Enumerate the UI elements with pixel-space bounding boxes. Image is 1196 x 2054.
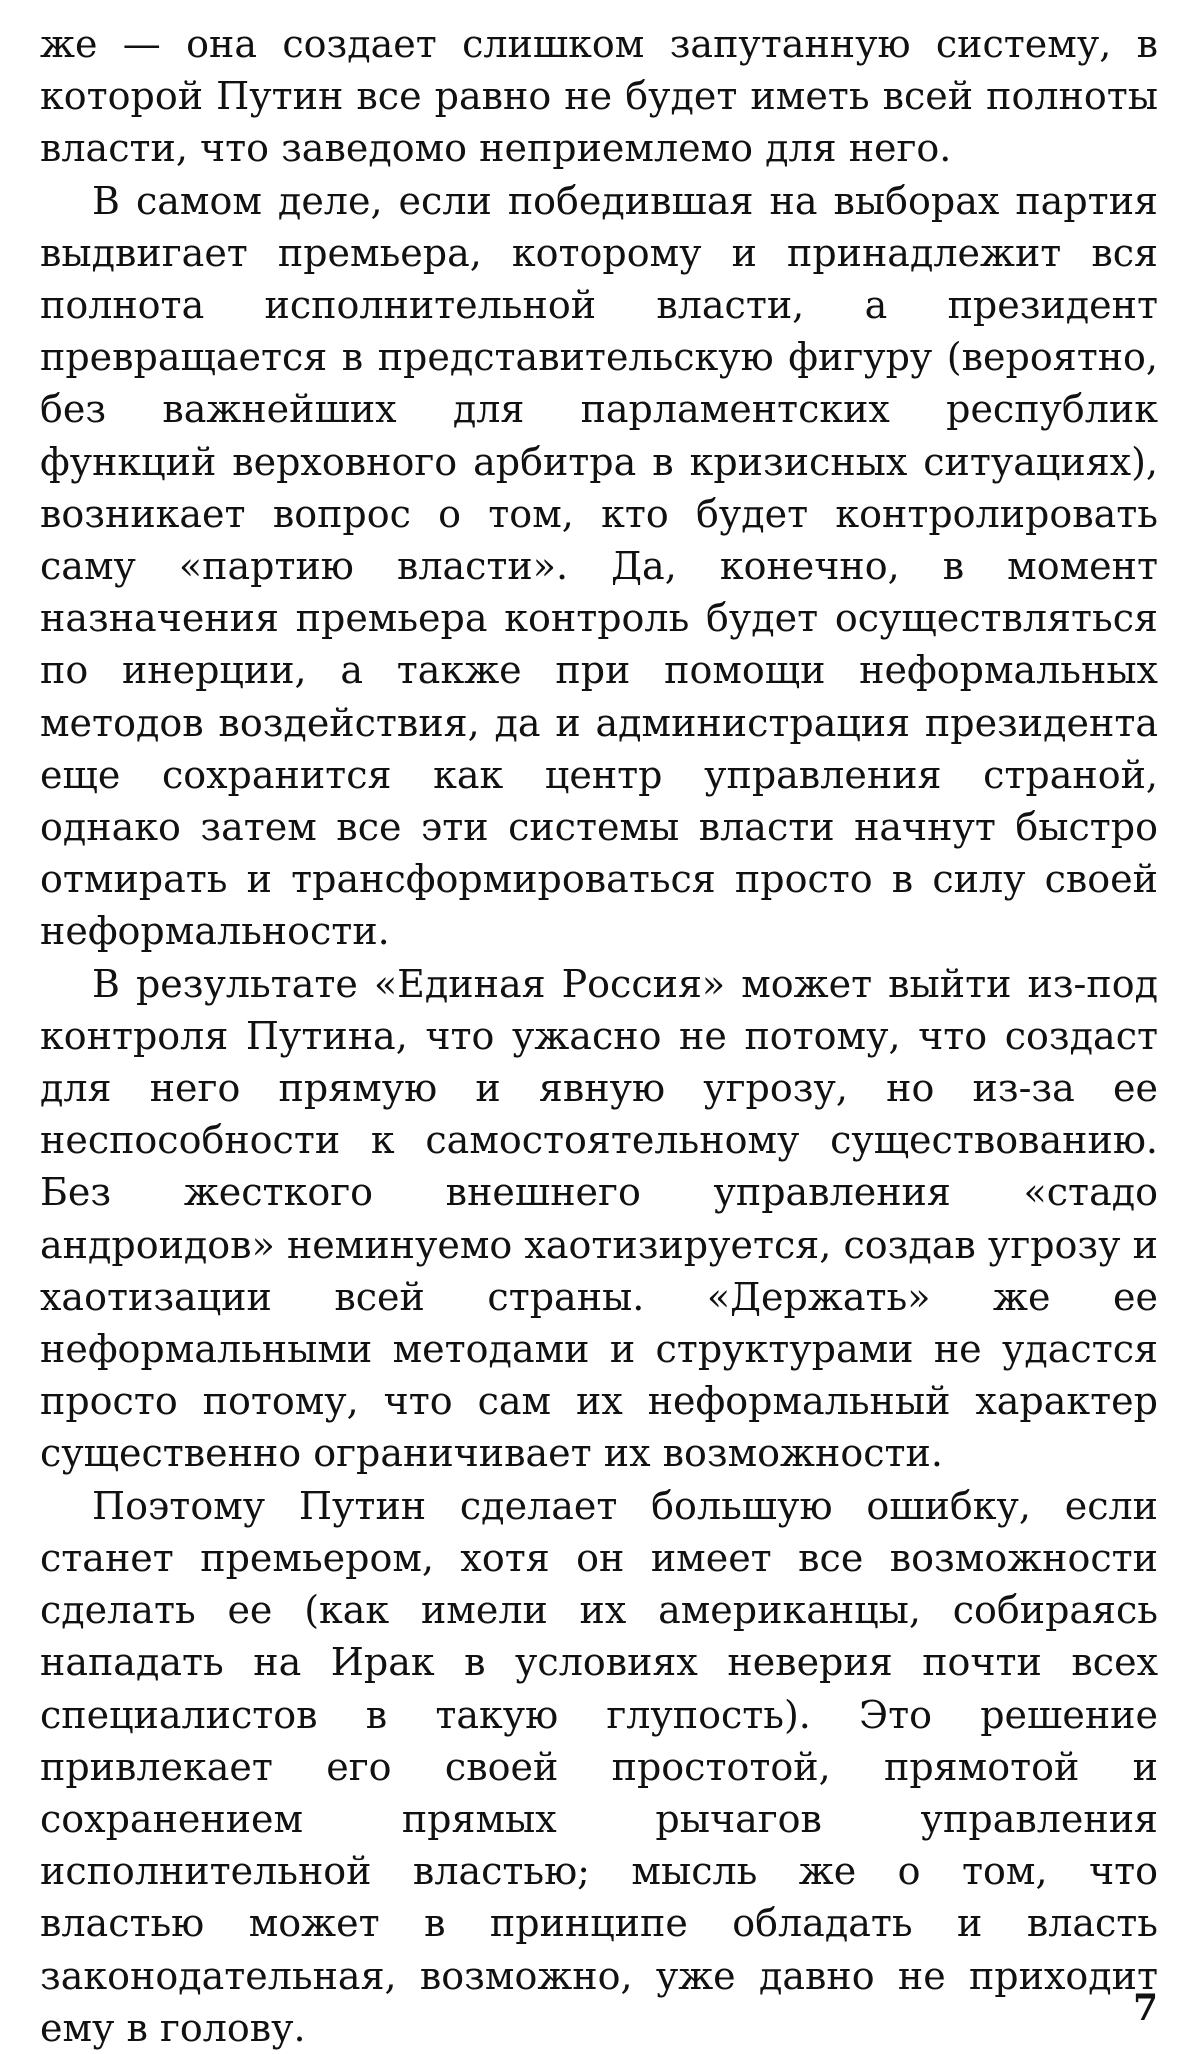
paragraph-3: В результате «Единая Россия» может выйти из-под контроля Путина, что ужасно не потому, что создаст для него прямую и явную угрозу, но из-за ее неспособности к самостоятельному существованию. Без жесткого внешнего управления «стадо андроидов» неминуемо хаотизируется, создав угрозу и хаотизации всей страны. «Держать» же ее неформальными методами и структурами не удастся просто потому, что сам их неформальный характер существенно ограничивает их возможности. (40, 961, 1158, 1476)
page-text-body (40, 18, 1158, 2054)
page-number: 7 (1132, 1987, 1158, 2029)
paragraph-4: Поэтому Путин сделает большую ошибку, если станет премьером, хотя он имеет все возможности сделать ее (как имели их американцы, собираясь нападать на Ирак в условиях неверия почти всех специалистов в такую глупость). Это решение привлекает его своей простотой, прямотой и сохранением прямых рычагов управления исполнительной властью; мысль же о том, что властью может в принципе обладать и власть законодательная, возможно, уже давно не приходит ему в голову. (40, 1483, 1158, 2050)
paragraph-2: В самом деле, если победившая на выборах партия выдвигает премьера, которому и принадлежит вся полнота исполнительной власти, а президент превращается в представительскую фигуру (вероятно, без важнейших для парламентских республик функций верховного арбитра в кризисных ситуациях), возникает вопрос о том, кто будет контролировать саму «партию власти». Да, конечно, в момент назначения премьера контроль будет осуществляться по инерции, а также при помощи неформальных методов воздействия, да и администрация президента еще сохранится как центр управления страной, однако затем все эти системы власти начнут быстро отмирать и трансформироваться просто в силу своей неформальности. (40, 178, 1158, 954)
book-page (40, 18, 1158, 2050)
paragraph-continuation: же — она создает слишком запутанную систему, в которой Путин все равно не будет иметь всей полноты власти, что заведомо неприемлемо для него. (40, 22, 1158, 171)
